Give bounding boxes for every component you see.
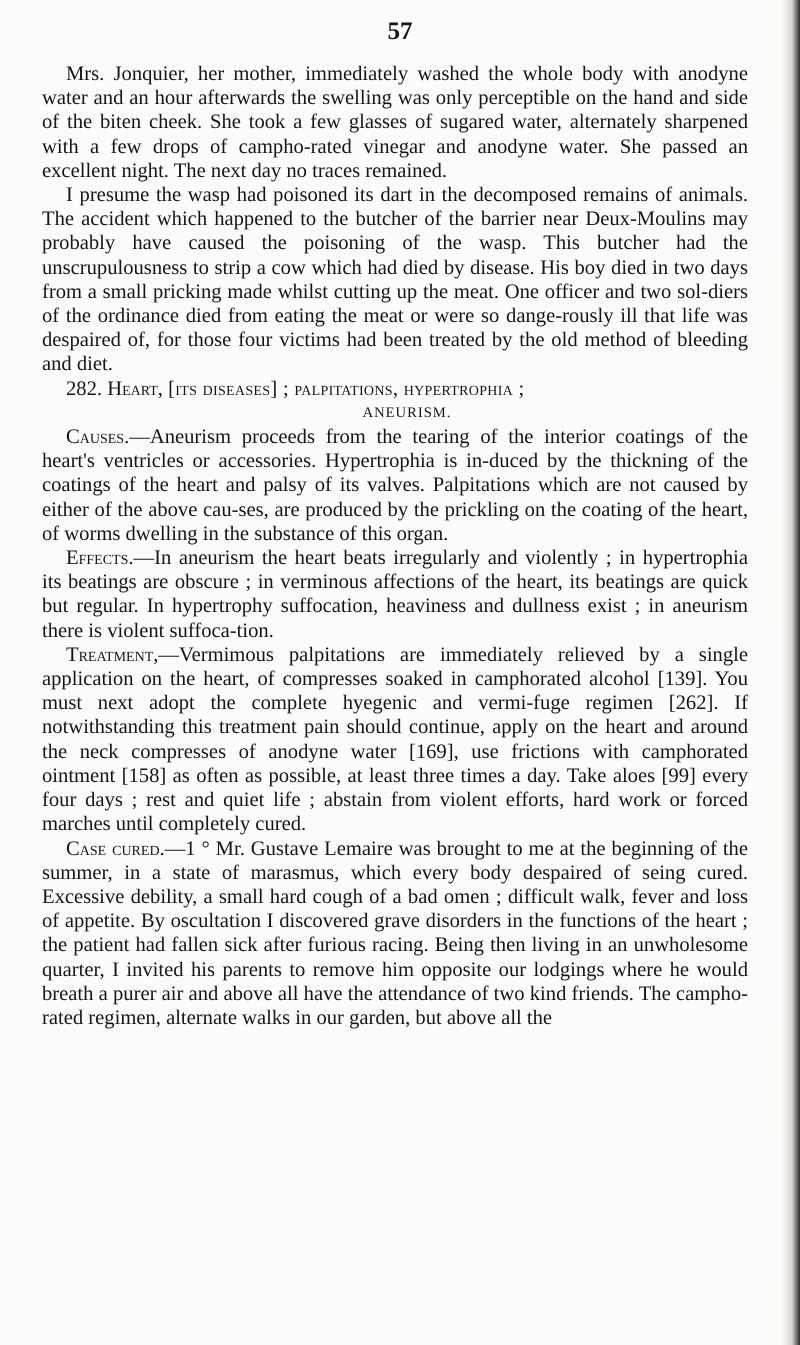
paragraph-case-cured bbox=[42, 837, 748, 1031]
paragraph-causes bbox=[42, 425, 748, 546]
effects-label: Effects. bbox=[66, 547, 134, 570]
paragraph-mrs-jonquier: Mrs. Jonquier, her mother, immediately washed the whole body with anodyne water and an hour afterwards the swelling was only perceptible on the hand and side of the biten cheek. She took a few glasses of sugared water, alternately sharpened with a few drops of campho-rated vinegar and anodyne water. She passed an excellent night. The next day no traces remained. bbox=[42, 63, 748, 182]
causes-text: —Aneurism proceeds from the tearing of the interior coatings of the heart's ventricles or accessories. Hypertrophia is in-duced by the thickning of the coatings of the heart and palsy of its valves. Palpitations which are not caused by either of the above cau-ses, are produced by the prickling on the coating of the heart, of worms dwelling in the substance of this organ. bbox=[42, 426, 748, 545]
page-body bbox=[42, 62, 748, 1030]
page-edge-shadow bbox=[782, 0, 800, 1345]
treatment-text: —Vermimous palpitations are immediately relieved by a single application on the heart, of compresses soaked in camphorated alcohol [139]. You must next adopt the complete hyegenic and vermi-fuge regimen [262]. If notwithstanding this treatment pain should continue, apply on the heart and around the neck compresses of anodyne water [169], use frictions with camphorated ointment [158] as often as possible, at least three times a day. Take aloes [99] every four days ; rest and quiet life ; abstain from violent efforts, hard work or forced marches until completely cured. bbox=[42, 643, 748, 836]
paragraph-effects bbox=[42, 546, 748, 643]
effects-text: —In aneurism the heart beats irregularly and violently ; in hypertrophia its beatings are obscure ; in verminous affections of the heart, its beatings are quick but regular. In hypertrophy suffocation, heaviness and dullness exist ; in aneurism there is violent suffoca-tion. bbox=[42, 547, 748, 642]
treatment-label: Treatment, bbox=[66, 643, 159, 666]
section-title: Heart, bbox=[107, 377, 163, 400]
page-number: 57 bbox=[387, 18, 413, 45]
case-text: —1 ° Mr. Gustave Lemaire was brought to me at the beginning of the summer, in a state of marasmus, which every body despaired of seing cured. Excessive debility, a small hard cough of a bad omen ; difficult walk, fever and loss of appetite. By oscultation I discovered grave disorders in the functions of the heart ; the patient had fallen sick after furious racing. Being then living in an unwholesome quarter, I invited his parents to remove him opposite our lodgings where he would breath a purer air and above all have the attendance of two kind friends. The campho-rated regimen, alternate walks in our garden, but above all the bbox=[42, 837, 748, 1029]
causes-label: Causes. bbox=[66, 426, 130, 449]
section-subtitle-aneurism: ANEURISM. bbox=[362, 404, 452, 421]
section-number: 282. bbox=[66, 377, 103, 400]
paragraph-wasp-poison: I presume the wasp had poisoned its dart in the decomposed remains of animals. The accident which happened to the butcher of the barrier near Deux-Moulins may probably have caused the poisoning of the wasp. This butcher had the unscrupulousness to strip a cow which had died by disease. His boy died in two days from a small pricking made whilst cutting up the meat. One officer and two sol-diers of the ordinance died from eating the meat or were so dange-rously ill that life was despaired of, for those four victims had been treated by the old method of bleeding and diet. bbox=[42, 184, 748, 376]
paragraph-treatment bbox=[42, 643, 748, 837]
section-subtitle: [its diseases] ; palpitations, hypertrophia ; bbox=[168, 377, 525, 400]
section-heading bbox=[42, 377, 748, 401]
case-label: Case cured. bbox=[66, 837, 165, 860]
